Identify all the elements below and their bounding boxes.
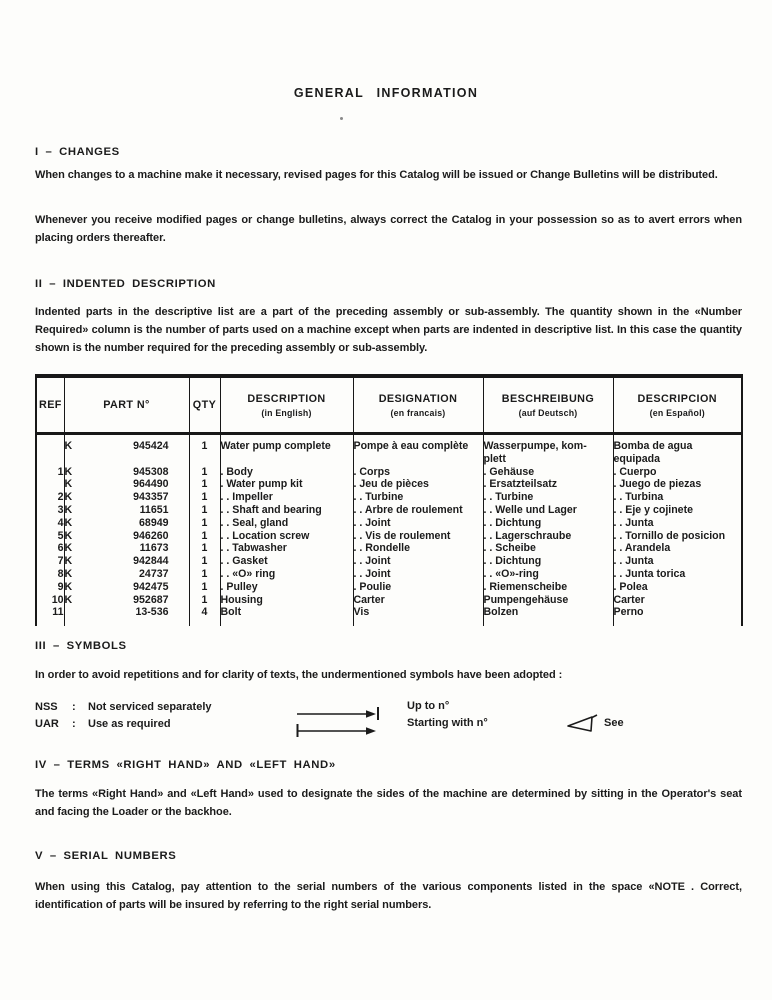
description-english-cell: . Water pump kit [220,478,353,491]
see-icon [560,714,598,733]
paragraph-serial-numbers: When using this Catalog, pay attention to the serial numbers of the various components listed in the space «NOTE . Correct, identification of parts will be insured by referring to the right serial numbers. [35,881,742,911]
ref-cell: 2 [36,491,64,504]
part-number-cell: K 952687 [64,594,189,607]
table-row [36,434,742,453]
description-english-cell: . . Tabwasher [220,542,353,555]
table-row [36,478,742,491]
description-english-cell: . . Shaft and bearing [220,504,353,517]
table-row [36,491,742,504]
descripcion-spanish-cell: . Polea [613,580,648,593]
descripcion-spanish-cell: equipada [613,452,661,465]
beschreibung-german-cell: . . Dichtung [483,517,613,530]
descripcion-spanish-cell: . . Tornillo de posicion [613,529,726,542]
legend-colon: : [72,718,76,730]
description-english-cell: . Pulley [220,581,353,594]
column-header: BESCHREIBUNG (auf Deutsch) [483,376,613,434]
table-row [36,517,742,530]
qty-cell: 1 [189,555,220,568]
qty-cell: 1 [189,466,220,479]
description-english-cell: . . «O» ring [220,568,353,581]
qty-cell [189,453,220,466]
beschreibung-german-cell: . Ersatzteilsatz [483,478,613,491]
paragraph-symbols: In order to avoid repetitions and for clarity of texts, the undermentioned symbols have been adopted : [35,669,563,681]
section-heading-symbols: III – SYMBOLS [35,640,127,652]
ref-cell: 7 [36,555,64,568]
designation-french-cell [353,453,483,466]
ref-cell: 11 [36,606,64,626]
qty-cell: 4 [189,606,220,626]
column-header: REF [36,376,64,434]
designation-french-cell: Carter [353,594,483,607]
table-row [36,555,742,568]
column-header: QTY [189,376,220,434]
designation-french-cell: . . Rondelle [353,542,483,555]
paragraph-changes-1: When changes to a machine make it necessary, revised pages for this Catalog will be issued or Change Bulletins will be distributed. [35,169,718,181]
beschreibung-german-cell: Bolzen [483,606,613,626]
section-heading-terms: IV – TERMS «RIGHT HAND» AND «LEFT HAND» [35,759,336,771]
parts-table [35,374,743,626]
descripcion-spanish-cell: . Cuerpo [613,465,657,478]
section-heading-serial-numbers: V – SERIAL NUMBERS [35,850,177,862]
column-header: PART N° [64,376,189,434]
table-row [36,530,742,543]
paragraph-terms: The terms «Right Hand» and «Left Hand» used to designate the sides of the machine are determined by sitting in the Operator's seat and facing the Loader or the backhoe. [35,788,742,818]
part-number-cell: K 11651 [64,504,189,517]
designation-french-cell: Vis [353,606,483,626]
table-row [36,542,742,555]
qty-cell: 1 [189,542,220,555]
up-to-label: Up to n° [407,700,450,712]
see-label: See [604,717,624,729]
table-row [36,453,742,466]
qty-cell: 1 [189,594,220,607]
description-english-cell: Housing [220,594,353,607]
starting-with-label: Starting with n° [407,717,488,729]
ref-cell: 3 [36,504,64,517]
description-english-cell: . . Impeller [220,491,353,504]
part-number-cell: K 946260 [64,530,189,543]
designation-french-cell: . . Joint [353,555,483,568]
scan-artifact-dot [340,117,343,120]
descripcion-spanish-cell: . . Turbina [613,491,664,504]
qty-cell: 1 [189,504,220,517]
table-row [36,504,742,517]
legend-meaning: Use as required [88,718,171,730]
section-heading-changes: I – CHANGES [35,146,120,158]
ref-cell [36,453,64,466]
descripcion-spanish-cell: . . Junta [613,516,654,529]
starting-with-arrow-icon [296,723,382,737]
beschreibung-german-cell: . . Turbine [483,491,613,504]
legend-meaning: Not serviced separately [88,701,212,713]
description-english-cell: . Body [220,466,353,479]
designation-french-cell: . . Joint [353,517,483,530]
descripcion-spanish-cell: . . Eje y cojinete [613,503,693,516]
qty-cell: 1 [189,581,220,594]
part-number-cell: K 942844 [64,555,189,568]
column-header: DESCRIPCION (en Español) [613,376,742,434]
designation-french-cell: . Corps [353,466,483,479]
part-number-cell: K 945308 [64,466,189,479]
legend-abbr: UAR [35,718,59,730]
part-number-cell: K 943357 [64,491,189,504]
part-number-cell: K 945424 [64,434,189,453]
column-header: DESIGNATION (en francais) [353,376,483,434]
descripcion-spanish-cell: . . Arandela [613,542,671,555]
beschreibung-german-cell: . . Welle und Lager [483,504,613,517]
description-english-cell: . . Location screw [220,530,353,543]
ref-cell: 5 [36,530,64,543]
legend-item-uar [35,718,171,730]
beschreibung-german-cell: . . Scheibe [483,542,613,555]
table-row [36,581,742,594]
qty-cell: 1 [189,491,220,504]
part-number-cell: K 942475 [64,581,189,594]
table-row [36,466,742,479]
description-english-cell: . . Seal, gland [220,517,353,530]
beschreibung-german-cell: . Riemenscheibe [483,581,613,594]
beschreibung-german-cell: . Gehäuse [483,466,613,479]
ref-cell: 6 [36,542,64,555]
qty-cell: 1 [189,517,220,530]
beschreibung-german-cell: . . Dichtung [483,555,613,568]
designation-french-cell: . . Arbre de roulement [353,504,483,517]
table-row [36,594,742,607]
description-english-cell: Water pump complete [220,434,353,453]
paragraph-changes-2: Whenever you receive modified pages or change bulletins, always correct the Catalog in your possession so as to avert errors when placing orders thereafter. [35,214,742,244]
part-number-cell [64,453,189,466]
designation-french-cell: . . Vis de roulement [353,530,483,543]
descripcion-spanish-cell: . . Junta torica [613,567,686,580]
part-number-cell: K 964490 [64,478,189,491]
descripcion-spanish-cell: . Juego de piezas [613,478,702,491]
legend-item-nss [35,701,212,713]
ref-cell: 9 [36,581,64,594]
designation-french-cell: . . Turbine [353,491,483,504]
qty-cell: 1 [189,434,220,453]
designation-french-cell: . . Joint [353,568,483,581]
column-header: DESCRIPTION (in English) [220,376,353,434]
legend-abbr: NSS [35,701,58,713]
ref-cell: 4 [36,517,64,530]
ref-cell [36,434,64,453]
description-english-cell: . . Gasket [220,555,353,568]
ref-cell [36,478,64,491]
ref-cell: 10 [36,594,64,607]
designation-french-cell: Pompe à eau complète [353,434,483,453]
paragraph-indented-description: Indented parts in the descriptive list are a part of the preceding assembly or sub-assembly. The quantity shown in the «Number Required» column is the number of parts used on a machine except when parts are indented in descriptive list. In this case the quantity shown is the number required for the preceding assembly or sub-assembly. [35,306,742,354]
table-row [36,568,742,581]
part-number-cell: K 11673 [64,542,189,555]
beschreibung-german-cell: . . «O»-ring [483,568,613,581]
qty-cell: 1 [189,568,220,581]
descripcion-spanish-cell: Bomba de agua [613,440,693,452]
descripcion-spanish-cell: . . Junta [613,555,654,568]
beschreibung-german-cell: plett [483,453,613,466]
legend-colon: : [72,701,76,713]
designation-french-cell: . Poulie [353,581,483,594]
part-number-cell: 13-536 [64,606,189,626]
part-number-cell: K 68949 [64,517,189,530]
page-title: GENERAL INFORMATION [293,86,479,100]
part-number-cell: K 24737 [64,568,189,581]
ref-cell: 8 [36,568,64,581]
description-english-cell [220,453,353,466]
section-heading-indented-description: II – INDENTED DESCRIPTION [35,278,216,290]
descripcion-spanish-cell: Perno [613,606,644,619]
table-row [36,606,742,626]
beschreibung-german-cell: . . Lagerschraube [483,530,613,543]
table-header-row [36,376,742,434]
beschreibung-german-cell: Pumpengehäuse [483,594,613,607]
description-english-cell: Bolt [220,606,353,626]
descripcion-spanish-cell: Carter [613,593,645,606]
qty-cell: 1 [189,530,220,543]
ref-cell: 1 [36,466,64,479]
beschreibung-german-cell: Wasserpumpe, kom- [483,434,613,453]
up-to-arrow-icon [296,706,382,720]
qty-cell: 1 [189,478,220,491]
designation-french-cell: . Jeu de pièces [353,478,483,491]
